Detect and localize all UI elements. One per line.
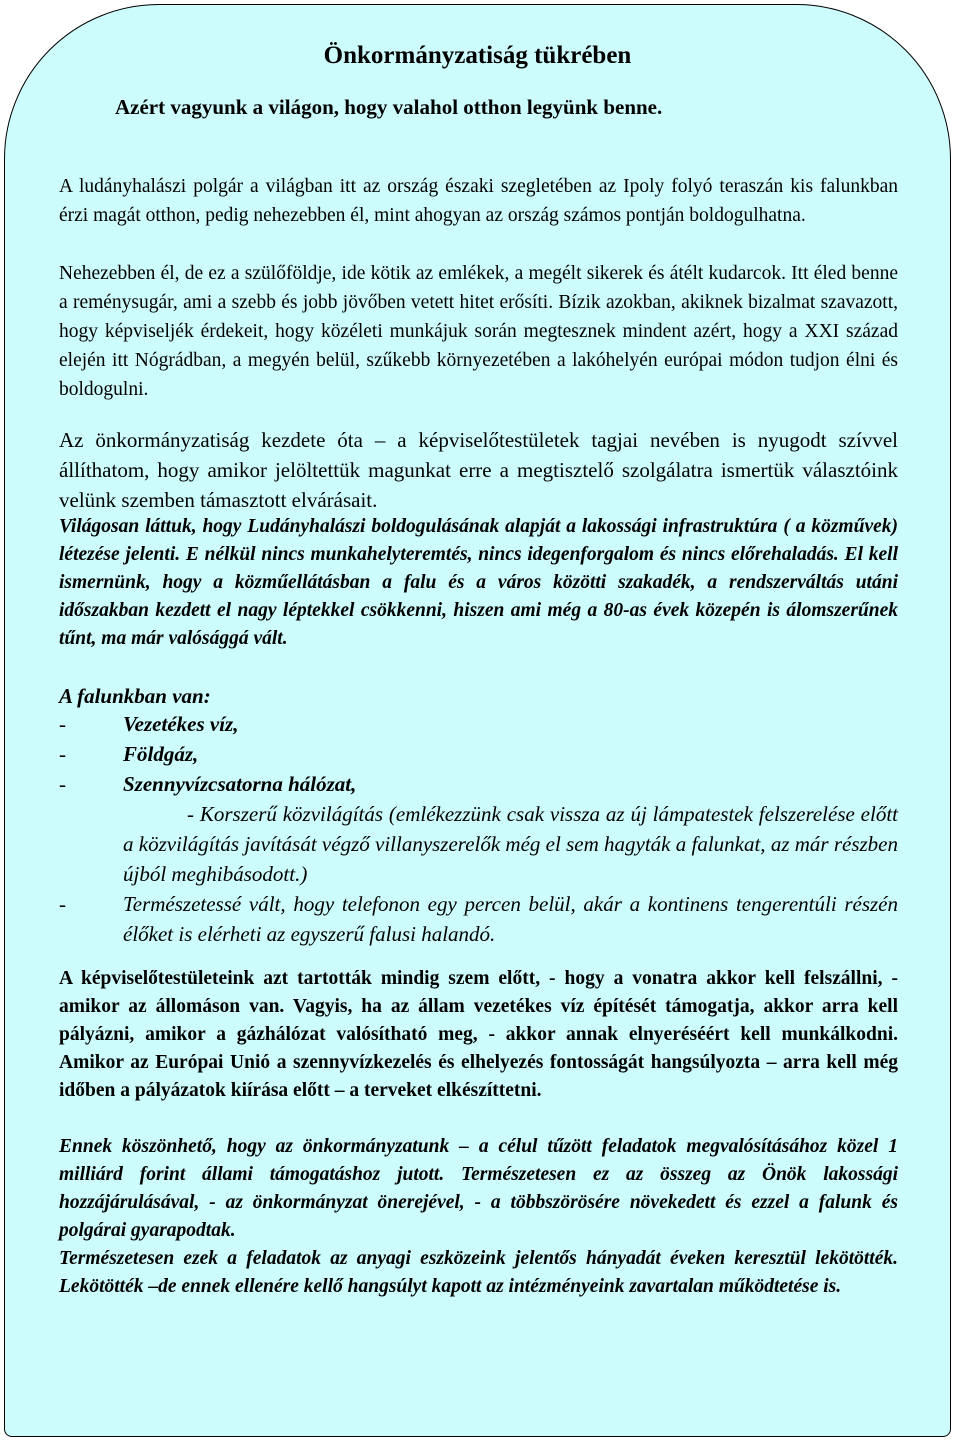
list-item-marker: - (59, 712, 66, 736)
list-item-text: Szennyvízcsatorna hálózat, (123, 772, 357, 796)
list-item (59, 889, 898, 949)
document-title: Önkormányzatiság tükrében (323, 42, 632, 69)
paragraph-3: Az önkormányzatiság kezdete óta – a képviselőtestületek tagjai nevében is nyugodt szívvel állíthatom, hogy amikor jelöltettük magunkat erre a megtisztelő szolgálatra ismertük választóink velünk szemben támasztott elvárásait. (59, 428, 898, 512)
paragraph-6: Ennek köszönhető, hogy az önkormányzatunk – a célul tűzött feladatok megvalósításához közel 1 milliárd forint állami támogatáshoz jutott. Természetesen ez az összeg az Önök lakossági hozzájárulásával, - az önkormányzat önerejével, - a többszörösére növekedett és ezzel a falunk és polgárai gyarapodtak. (59, 1136, 898, 1241)
list-item (59, 739, 898, 769)
list-item-text: Természetessé vált, hogy telefonon egy percen belül, akár a kontinens tengerentúli részén élőket is elérheti az egyszerű falusi halandó. (123, 892, 898, 946)
list-heading: A falunkban van: (59, 684, 211, 708)
paragraph-5: A képviselőtestületeink azt tartották mindig szem előtt, - hogy a vonatra akkor kell felszállni, - amikor az állomáson van. Vagyis, ha az állam vezetékes víz építését támogatja, akkor arra kell pályázni, amikor a gázhálózat valósítható meg, - akkor annak elnyeréséért kell munkálkodni. Amikor az Európai Unió a szennyvízkezelés és elhelyezés fontosságát hangsúlyozta – arra kell még időben a pályázatok kiírása előtt – a terveket elkészíttetni. (59, 968, 898, 1101)
list-item (59, 769, 898, 799)
paragraph-1: A ludányhalászi polgár a világban itt az ország északi szegletében az Ipoly folyó teraszán kis falunkban érzi magát otthon, pedig nehezebben él, mint ahogyan az ország számos pontján boldogulhatna. (59, 176, 898, 226)
document-frame (4, 4, 951, 1437)
list-item-marker: - (59, 892, 66, 916)
list-item-text: Földgáz, (123, 742, 199, 766)
infrastructure-list (59, 709, 898, 949)
list-item-text: Vezetékes víz, (123, 712, 239, 736)
document-subtitle: Azért vagyunk a világon, hogy valahol otthon legyünk benne. (115, 95, 663, 119)
paragraph-2: Nehezebben él, de ez a szülőföldje, ide kötik az emlékek, a megélt sikerek és átélt kudarcok. Itt éled benne a reménysugár, ami a szebb és jobb jövőben vetett hitet erősíti. Bízik azokban, akiknek bizalmat szavazott, hogy képviseljék érdekeit, hogy közéleti munkájuk során megtesznek mindent azért, hogy a XXI század elején itt Nógrádban, a megyén belül, szűkebb környezetében a lakóhelyén európai módon tudjon élni és boldogulni. (59, 263, 898, 400)
list-item-marker: - (59, 772, 66, 796)
list-item (59, 709, 898, 739)
paragraph-7: Természetesen ezek a feladatok az anyagi eszközeink jelentős hányadát éveken keresztül lekötötték. Lekötötték –de ennek ellenére kellő hangsúlyt kapott az intézményeink zavartalan működtetése is. (59, 1248, 898, 1297)
list-sub-item: - Korszerű közvilágítás (emlékezzünk csak vissza az új lámpatestek felszerelése előtt a közvilágítás javítását végző villanyszerelők még el sem hagyták a falunkat, az már részben újból meghibásodott.) (123, 802, 898, 886)
list-item-marker: - (59, 742, 66, 766)
paragraph-4: Világosan láttuk, hogy Ludányhalászi boldogulásának alapját a lakossági infrastruktúra ( a közművek) létezése jelenti. E nélkül nincs munkahelyteremtés, nincs idegenforgalom és nincs előrehaladás. El kell ismernünk, hogy a közműellátásban a falu és a város közötti szakadék, a rendszerváltás utáni időszakban kezdett el nagy léptekkel csökkenni, hiszen ami még a 80-as évek közepén is álomszerűnek tűnt, ma már valósággá vált. (59, 516, 898, 649)
